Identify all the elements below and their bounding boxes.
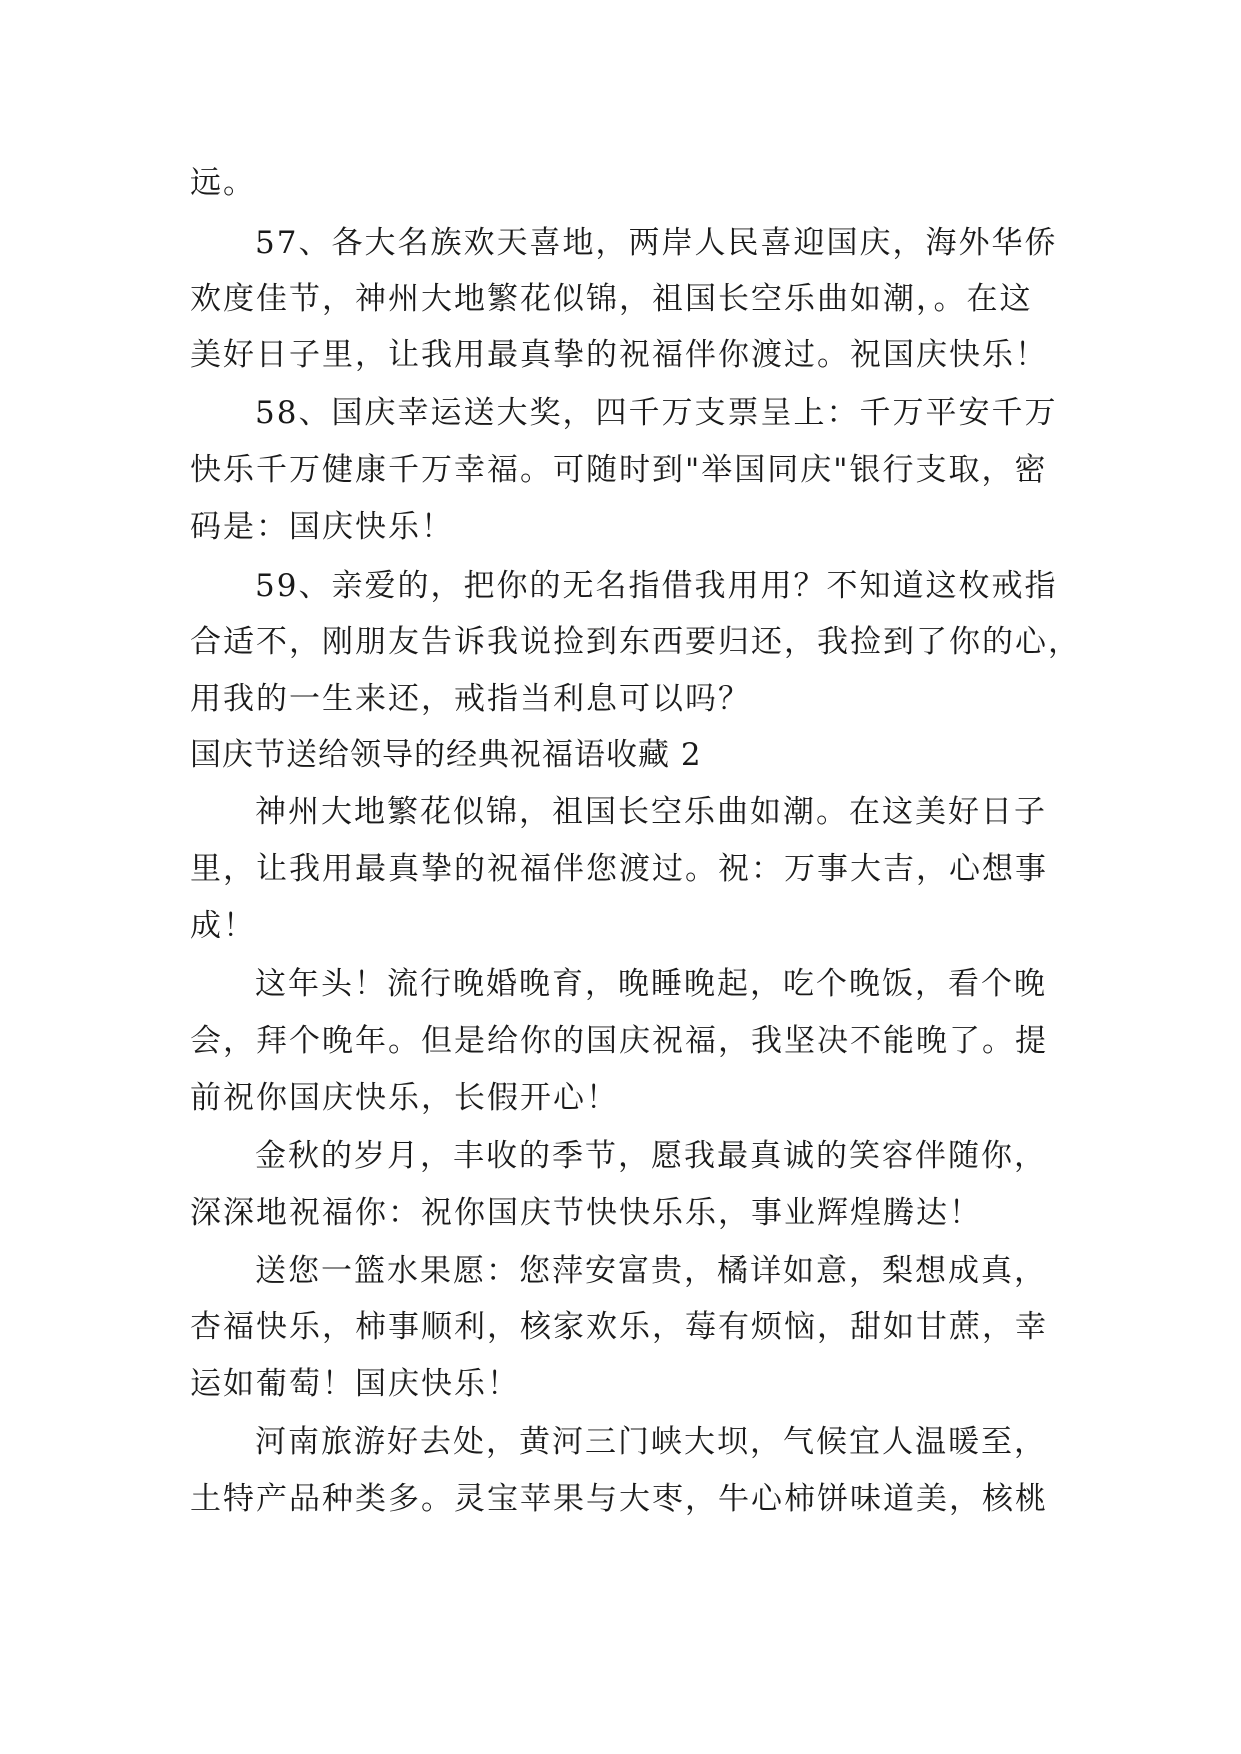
text-line: 欢度佳节，神州大地繁花似锦，祖国长空乐曲如潮，。在这 — [190, 281, 1033, 317]
text-line: 会，拜个晚年。但是给你的国庆祝福，我坚决不能晚了。提 — [190, 1023, 1048, 1059]
paragraph-57-start: 57、各大名族欢天喜地，两岸人民喜迎国庆，海外华侨 — [255, 225, 1058, 261]
text-line: 土特产品种类多。灵宝苹果与大枣，牛心柿饼味道美，核桃 — [190, 1481, 1048, 1517]
paragraph-start: 河南旅游好去处，黄河三门峡大坝，气候宜人温暖至， — [255, 1424, 1047, 1460]
paragraph-start: 送您一篮水果愿：您萍安富贵，橘详如意，梨想成真， — [255, 1253, 1047, 1289]
paragraph-start: 金秋的岁月，丰收的季节，愿我最真诚的笑容伴随你， — [255, 1138, 1047, 1174]
text-line: 快乐千万健康千万幸福。可随时到"举国同庆"银行支取，密 — [190, 452, 1048, 488]
text-line: 美好日子里，让我用最真挚的祝福伴你渡过。祝国庆快乐！ — [190, 337, 1048, 373]
paragraph-59-start: 59、亲爱的，把你的无名指借我用用？不知道这枚戒指 — [255, 568, 1058, 604]
text-line: 用我的一生来还，戒指当利息可以吗？ — [190, 681, 751, 717]
text-line: 合适不，刚朋友告诉我说捡到东西要归还，我捡到了你的心， — [190, 624, 1081, 660]
text-line: 深深地祝福你：祝你国庆节快快乐乐，事业辉煌腾达！ — [190, 1195, 982, 1231]
paragraph-start: 神州大地繁花似锦，祖国长空乐曲如潮。在这美好日子 — [255, 794, 1047, 830]
paragraph-58-start: 58、国庆幸运送大奖，四千万支票呈上：千万平安千万 — [255, 395, 1058, 431]
text-line: 里，让我用最真挚的祝福伴您渡过。祝：万事大吉，心想事 — [190, 851, 1048, 887]
paragraph-start: 这年头！流行晚婚晚育，晚睡晚起，吃个晚饭，看个晚 — [255, 966, 1047, 1002]
text-line: 远。 — [190, 165, 256, 201]
text-line: 码是：国庆快乐！ — [190, 509, 454, 545]
text-line: 成！ — [190, 908, 256, 944]
text-line: 杏福快乐，柿事顺利，核家欢乐，莓有烦恼，甜如甘蔗，幸 — [190, 1309, 1048, 1345]
section-heading: 国庆节送给领导的经典祝福语收藏 2 — [190, 737, 702, 773]
text-line: 运如葡萄！国庆快乐！ — [190, 1366, 520, 1402]
text-line: 前祝你国庆快乐，长假开心！ — [190, 1080, 619, 1116]
